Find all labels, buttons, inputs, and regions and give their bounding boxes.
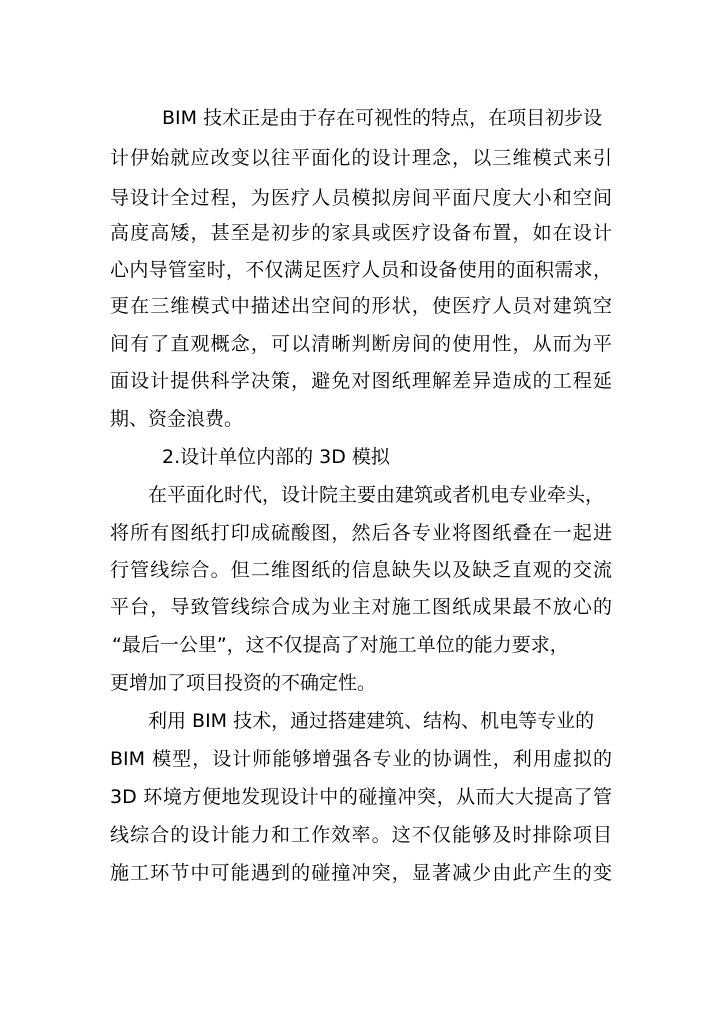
text-line: 3D 环境方便地发现设计中的碰撞冲突，从而大大提高了管 <box>110 786 612 808</box>
text-line: “最后一公里”，这不仅提高了对施工单位的能力要求， <box>112 634 569 656</box>
text-line: 面设计提供科学决策，避免对图纸理解差异造成的工程延 <box>110 370 612 392</box>
text-line: 计伊始就应改变以往平面化的设计理念，以三维模式来引 <box>110 147 612 169</box>
text-line: 线综合的设计能力和工作效率。这不仅能够及时排除项目 <box>110 824 612 846</box>
text-line: 平台，导致管线综合成为业主对施工图纸成果最不放心的 <box>110 596 612 618</box>
text-line: 将所有图纸打印成硫酸图，然后各专业将图纸叠在一起进 <box>110 522 612 544</box>
text-line: 利用 BIM 技术，通过搭建建筑、结构、机电等专业的 <box>148 710 595 732</box>
text-line: 行管线综合。但二维图纸的信息缺失以及缺乏直观的交流 <box>110 559 612 581</box>
text-line: 导设计全过程，为医疗人员模拟房间平面尺度大小和空间 <box>110 187 612 209</box>
text-line: 更在三维模式中描述出空间的形状，使医疗人员对建筑空 <box>110 295 612 317</box>
text-line: 心内导管室时，不仅满足医疗人员和设备使用的面积需求， <box>110 259 612 281</box>
text-line: 间有了直观概念，可以清晰判断房间的使用性，从而为平 <box>110 333 612 355</box>
text-line: 高度高矮，甚至是初步的家具或医疗设备布置，如在设计 <box>110 222 612 244</box>
text-line: 更增加了项目投资的不确定性。 <box>110 672 377 694</box>
text-line: 施工环节中可能遇到的碰撞冲突，显著减少由此产生的变 <box>110 862 612 884</box>
text-line: 期、资金浪费。 <box>110 408 244 430</box>
text-line: BIM 技术正是由于存在可视性的特点，在项目初步设 <box>162 107 603 129</box>
text-line: BIM 模型，设计师能够增强各专业的协调性，利用虚拟的 <box>110 748 612 770</box>
text-line: 在平面化时代，设计院主要由建筑或者机电专业牵头， <box>148 484 605 506</box>
section-heading: 2.设计单位内部的 3D 模拟 <box>162 446 390 468</box>
